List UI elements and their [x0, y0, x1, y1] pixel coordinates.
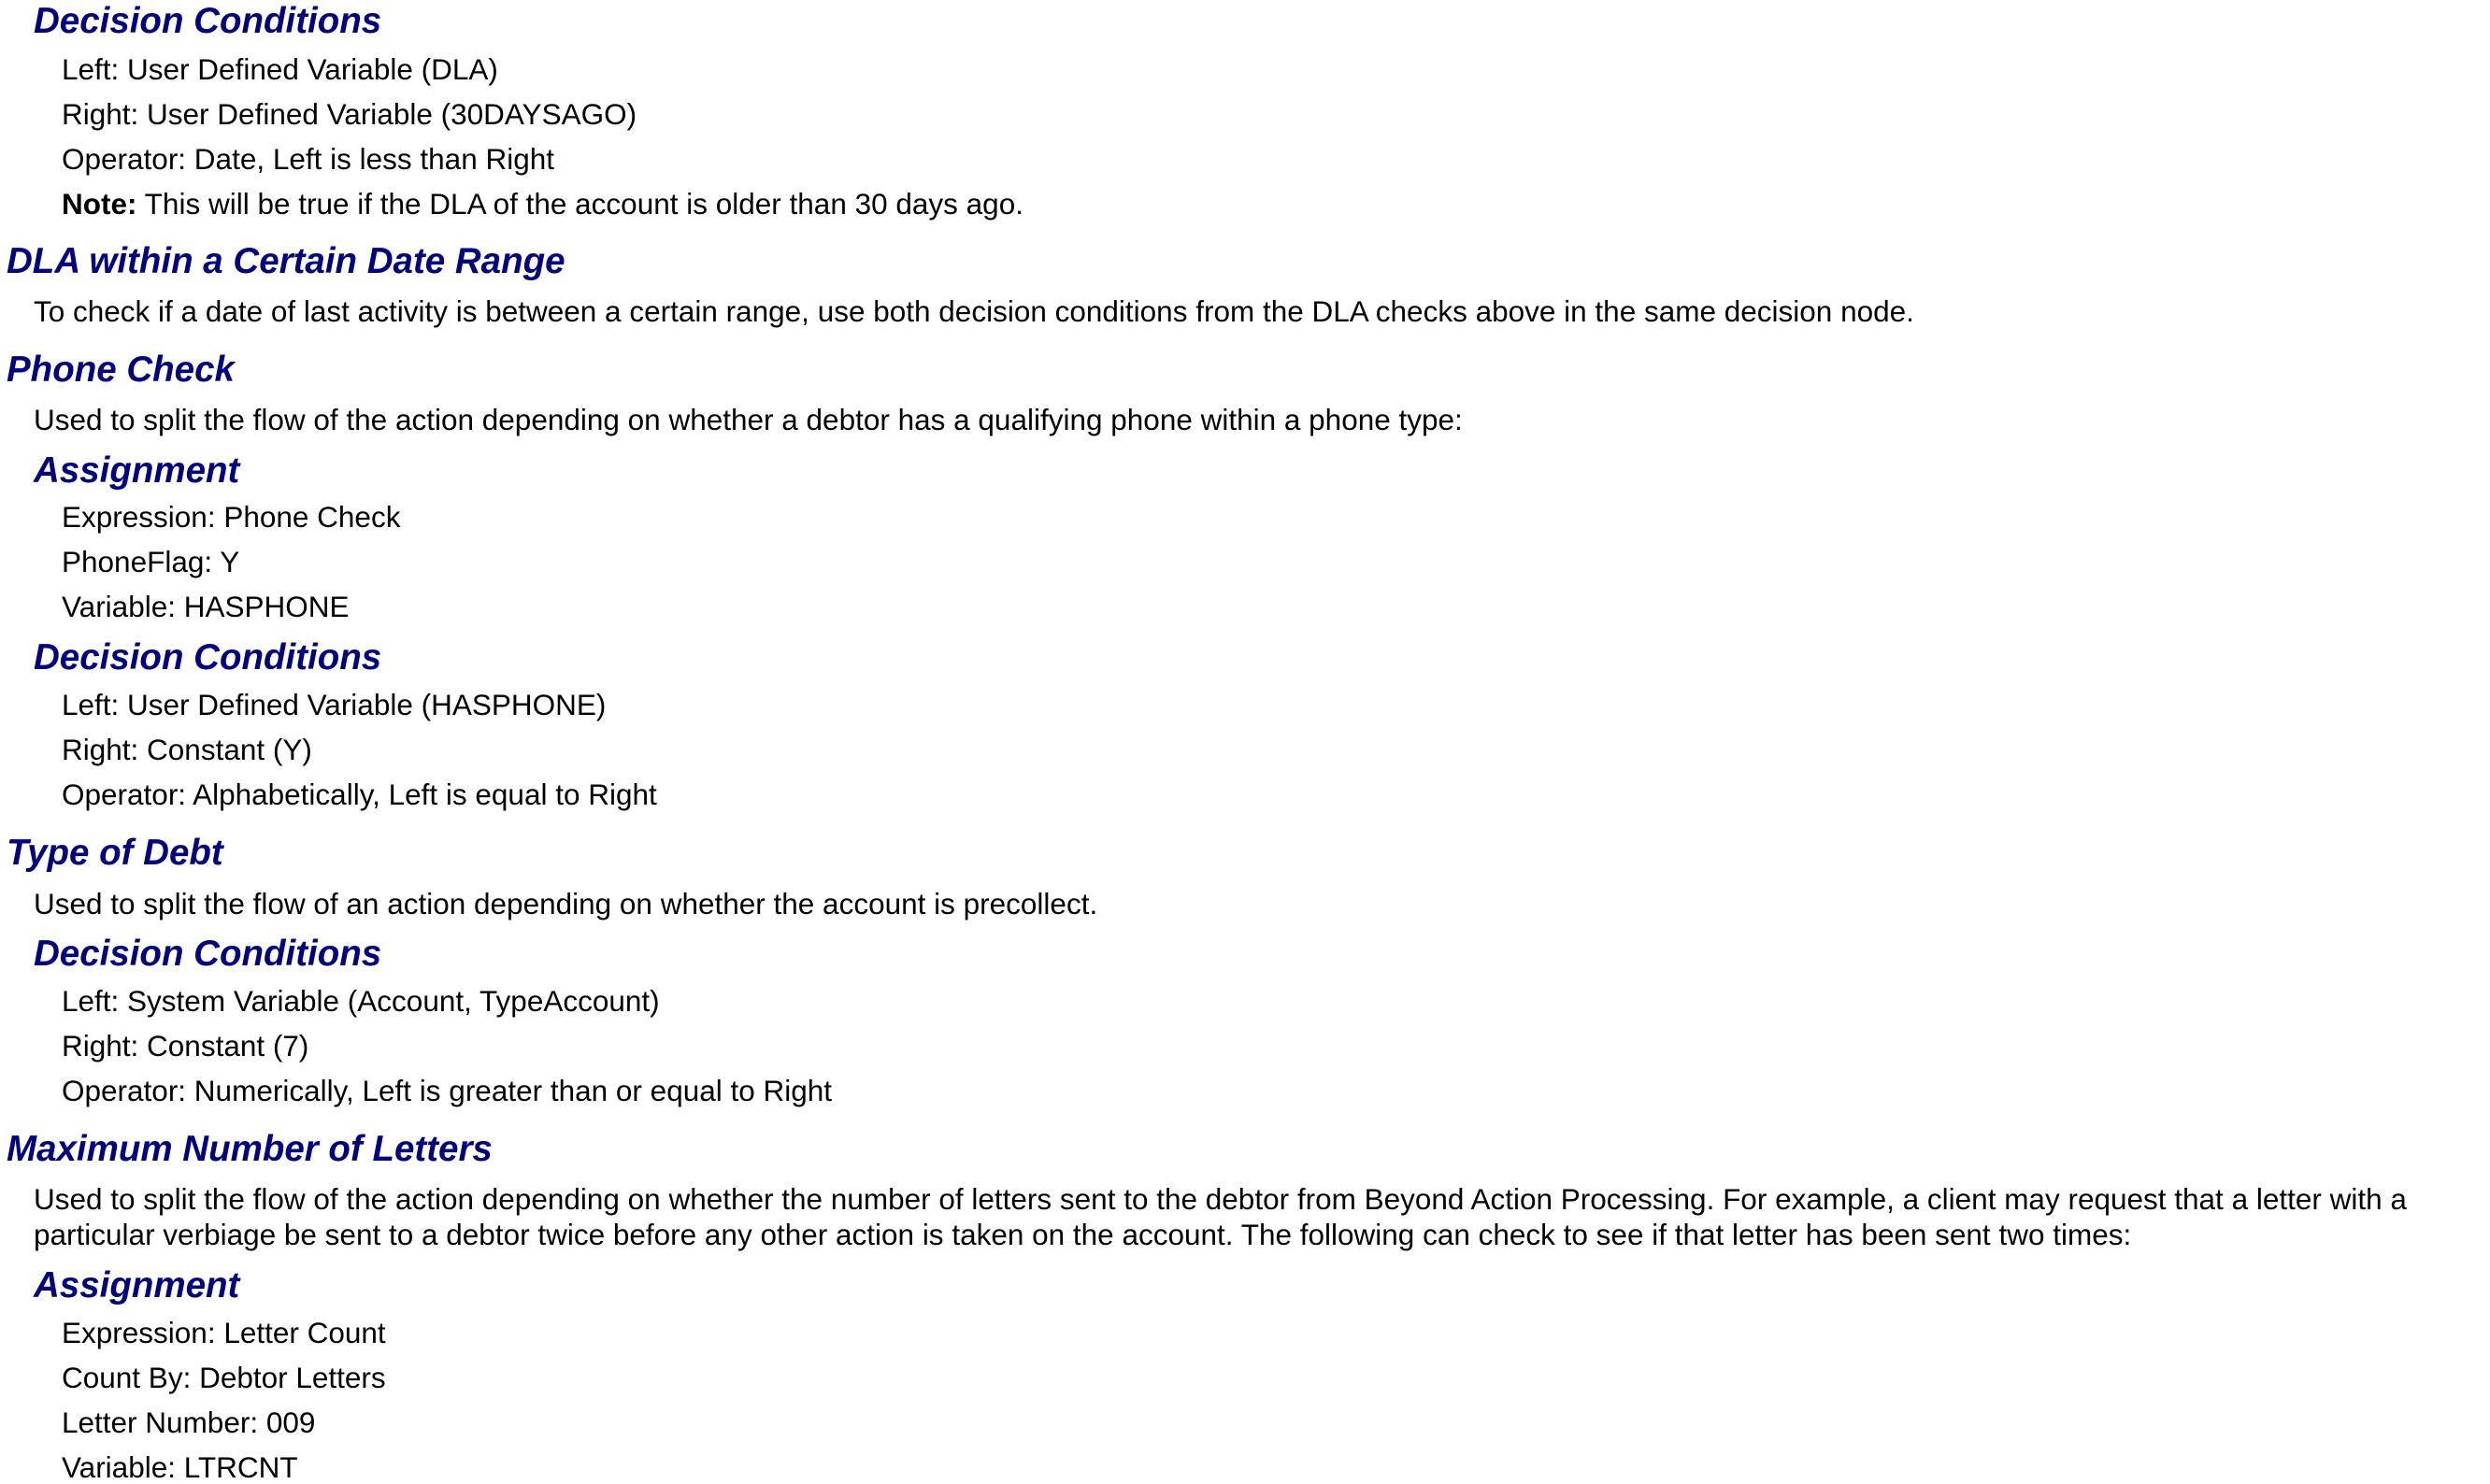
phone-check-heading: Phone Check	[7, 350, 235, 390]
assignment-letter-number-line: Letter Number: 009	[62, 1406, 316, 1439]
note-label: Note:	[62, 187, 137, 221]
condition-operator-line: Operator: Numerically, Left is greater than or equal to Right	[62, 1074, 833, 1107]
assignment-heading: Assignment	[34, 1265, 240, 1306]
assignment-expression-line: Expression: Letter Count	[62, 1316, 386, 1349]
assignment-variable-line: Variable: HASPHONE	[62, 590, 350, 623]
condition-left-line: Left: System Variable (Account, TypeAccount)	[62, 984, 660, 1018]
type-of-debt-heading: Type of Debt	[7, 833, 223, 873]
note-text: This will be true if the DLA of the account is older than 30 days ago.	[136, 187, 1023, 221]
note-line	[62, 187, 1023, 221]
condition-right-line: Right: Constant (Y)	[62, 733, 312, 766]
assignment-heading: Assignment	[34, 450, 240, 491]
assignment-variable-line: Variable: LTRCNT	[62, 1450, 298, 1484]
condition-operator-line: Operator: Date, Left is less than Right	[62, 142, 555, 176]
dla-range-description: To check if a date of last activity is between a certain range, use both decision conditions from the DLA checks above in the same decision node.	[34, 294, 1914, 328]
condition-operator-line: Operator: Alphabetically, Left is equal to Right	[62, 778, 657, 811]
assignment-expression-line: Expression: Phone Check	[62, 500, 401, 534]
decision-conditions-heading: Decision Conditions	[34, 637, 382, 678]
decision-conditions-heading: Decision Conditions	[34, 934, 382, 974]
condition-right-line: Right: User Defined Variable (30DAYSAGO)	[62, 97, 637, 131]
decision-conditions-heading: Decision Conditions	[34, 1, 382, 41]
max-letters-heading: Maximum Number of Letters	[7, 1129, 493, 1169]
phone-check-description: Used to split the flow of the action depending on whether a debtor has a qualifying phone within a phone type:	[34, 403, 1463, 436]
dla-range-heading: DLA within a Certain Date Range	[7, 241, 565, 281]
type-of-debt-description: Used to split the flow of an action depending on whether the account is precollect.	[34, 887, 1098, 920]
assignment-count-by-line: Count By: Debtor Letters	[62, 1361, 386, 1394]
condition-left-line: Left: User Defined Variable (HASPHONE)	[62, 688, 607, 721]
condition-right-line: Right: Constant (7)	[62, 1029, 309, 1063]
assignment-phoneflag-line: PhoneFlag: Y	[62, 545, 240, 578]
condition-left-line: Left: User Defined Variable (DLA)	[62, 52, 498, 86]
max-letters-description: Used to split the flow of the action depending on whether the number of letters sent to the debtor from Beyond Action Processing. For example, a client may request that a letter with a particular verbiage be sent to a debtor twice before any other action is taken on the account. The following can check to see if that letter has been sent two times:	[34, 1182, 2407, 1251]
